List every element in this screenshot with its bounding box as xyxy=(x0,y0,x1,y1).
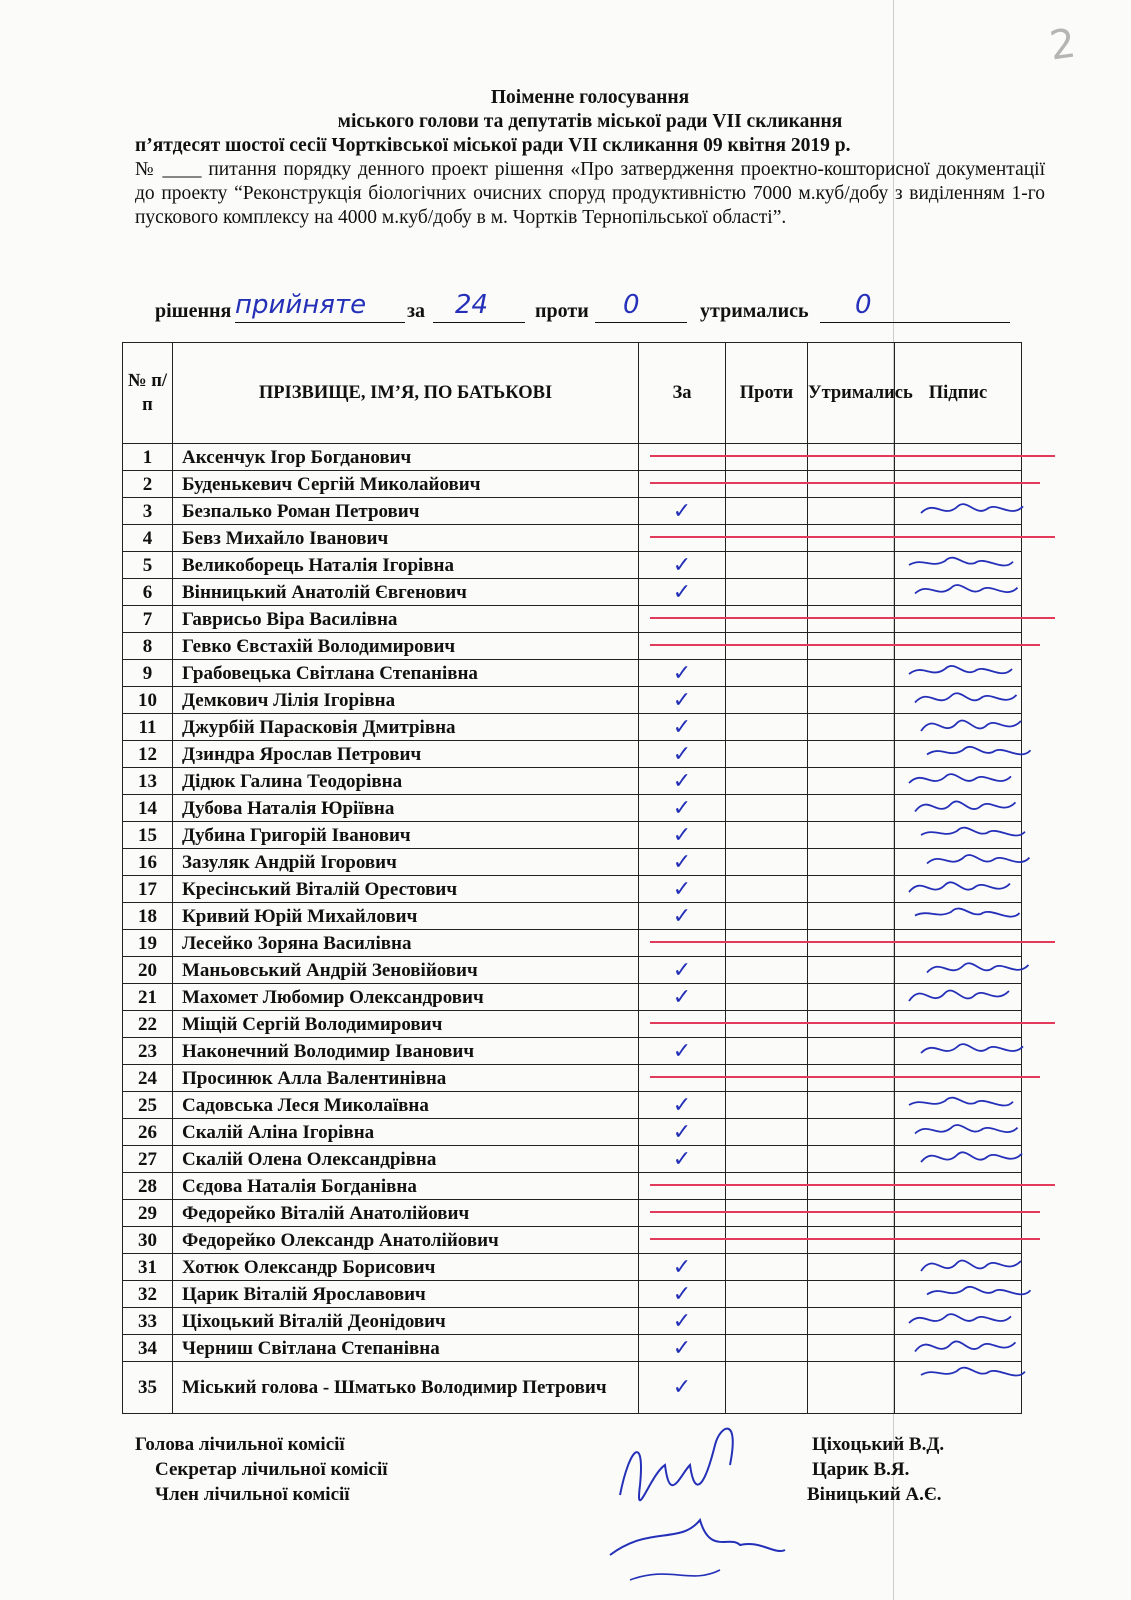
deputy-name: Царик Віталій Ярославович xyxy=(173,1281,639,1308)
against-value: 0 xyxy=(623,290,640,320)
row-number: 11 xyxy=(123,714,173,741)
row-number: 9 xyxy=(123,660,173,687)
strike-line xyxy=(650,1022,1055,1024)
table-row xyxy=(123,444,1022,471)
deputy-name: Аксенчук Ігор Богданович xyxy=(173,444,639,471)
table-row xyxy=(123,1335,1022,1362)
vote-abstained-cell xyxy=(808,444,895,471)
table-row xyxy=(123,1200,1022,1227)
checkmark-icon: ✓ xyxy=(672,957,692,983)
vote-against-cell xyxy=(726,984,808,1011)
table-row xyxy=(123,903,1022,930)
row-number: 17 xyxy=(123,876,173,903)
vote-for-cell xyxy=(639,1200,726,1227)
checkmark-icon: ✓ xyxy=(672,498,692,524)
row-number: 30 xyxy=(123,1227,173,1254)
row-number: 28 xyxy=(123,1173,173,1200)
decision-label: рішення xyxy=(155,300,232,322)
vote-for-cell xyxy=(639,1254,726,1281)
vote-against-cell xyxy=(726,822,808,849)
checkmark-icon: ✓ xyxy=(672,714,692,740)
vote-abstained-cell xyxy=(808,1119,895,1146)
checkmark-icon: ✓ xyxy=(672,1281,692,1307)
deputy-name: Скалій Аліна Ігорівна xyxy=(173,1119,639,1146)
vote-abstained-cell xyxy=(808,822,895,849)
vote-for-cell xyxy=(639,714,726,741)
row-number: 10 xyxy=(123,687,173,714)
deputy-name: Садовська Леся Миколаївна xyxy=(173,1092,639,1119)
deputy-name: Просинюк Алла Валентинівна xyxy=(173,1065,639,1092)
vote-for-cell xyxy=(639,1227,726,1254)
table-row xyxy=(123,606,1022,633)
vote-abstained-cell xyxy=(808,1227,895,1254)
decision-value: прийняте xyxy=(235,290,367,320)
checkmark-icon: ✓ xyxy=(672,903,692,929)
checkmark-icon: ✓ xyxy=(672,1335,692,1361)
table-row xyxy=(123,1146,1022,1173)
table-row xyxy=(123,1092,1022,1119)
deputy-name: Зазуляк Андрій Ігорович xyxy=(173,849,639,876)
member-row xyxy=(135,1482,1015,1507)
vote-against-cell xyxy=(726,579,808,606)
commission-signatures-icon xyxy=(590,1405,790,1595)
row-number: 25 xyxy=(123,1092,173,1119)
decision-summary xyxy=(155,290,1035,330)
deputy-name: Сєдова Наталія Богданівна xyxy=(173,1173,639,1200)
vote-against-cell xyxy=(726,1065,808,1092)
vote-abstained-cell xyxy=(808,876,895,903)
vote-for-cell xyxy=(639,660,726,687)
deputy-name: Великоборець Наталія Ігорівна xyxy=(173,552,639,579)
vote-for-cell xyxy=(639,768,726,795)
strike-line xyxy=(650,644,1040,646)
row-number: 24 xyxy=(123,1065,173,1092)
vote-abstained-cell xyxy=(808,1254,895,1281)
vote-for-cell xyxy=(639,552,726,579)
vote-table-header xyxy=(123,343,1022,444)
col-number: № п/п xyxy=(123,343,173,444)
row-number: 32 xyxy=(123,1281,173,1308)
checkmark-icon: ✓ xyxy=(672,552,692,578)
checkmark-icon: ✓ xyxy=(672,876,692,902)
table-row xyxy=(123,930,1022,957)
vote-abstained-cell xyxy=(808,984,895,1011)
vote-against-cell xyxy=(726,1173,808,1200)
vote-abstained-cell xyxy=(808,957,895,984)
checkmark-icon: ✓ xyxy=(672,1038,692,1064)
row-number: 35 xyxy=(123,1362,173,1414)
vote-abstained-cell xyxy=(808,1011,895,1038)
table-row xyxy=(123,795,1022,822)
vote-abstained-cell xyxy=(808,1200,895,1227)
table-row xyxy=(123,1254,1022,1281)
checkmark-icon: ✓ xyxy=(672,1119,692,1145)
vote-against-cell xyxy=(726,444,808,471)
deputy-name: Федорейко Віталій Анатолійович xyxy=(173,1200,639,1227)
vote-abstained-cell xyxy=(808,1308,895,1335)
against-underline xyxy=(595,322,687,323)
document-title: Поіменне голосування xyxy=(490,87,690,108)
table-row xyxy=(123,1011,1022,1038)
vote-for-cell xyxy=(639,579,726,606)
checkmark-icon: ✓ xyxy=(672,795,692,821)
row-number: 19 xyxy=(123,930,173,957)
vote-against-cell xyxy=(726,471,808,498)
checkmark-icon: ✓ xyxy=(672,768,692,794)
row-number: 14 xyxy=(123,795,173,822)
vote-for-cell xyxy=(639,498,726,525)
deputy-name: Джурбій Парасковія Дмитрівна xyxy=(173,714,639,741)
signature-icon xyxy=(905,979,1025,1013)
table-row xyxy=(123,957,1022,984)
table-row xyxy=(123,822,1022,849)
vote-for-cell xyxy=(639,606,726,633)
deputy-name: Буденькевич Сергій Миколайович xyxy=(173,471,639,498)
strike-line xyxy=(650,455,1055,457)
strike-line xyxy=(650,1076,1040,1078)
vote-against-cell xyxy=(726,1200,808,1227)
document-header xyxy=(135,86,1045,230)
checkmark-icon: ✓ xyxy=(672,1146,692,1172)
vote-abstained-cell xyxy=(808,1092,895,1119)
counting-commission xyxy=(135,1432,1015,1507)
vote-abstained-cell xyxy=(808,714,895,741)
vote-for-cell xyxy=(639,1038,726,1065)
col-name: ПРІЗВИЩЕ, ІМ’Я, ПО БАТЬКОВІ xyxy=(173,343,639,444)
vote-against-cell xyxy=(726,957,808,984)
vote-abstained-cell xyxy=(808,1173,895,1200)
vote-abstained-cell xyxy=(808,741,895,768)
strike-line xyxy=(650,536,1055,538)
table-row xyxy=(123,1038,1022,1065)
table-row xyxy=(123,1281,1022,1308)
signature-icon xyxy=(911,898,1031,932)
row-number: 22 xyxy=(123,1011,173,1038)
checkmark-icon: ✓ xyxy=(672,579,692,605)
strike-line xyxy=(650,1211,1040,1213)
vote-against-cell xyxy=(726,1011,808,1038)
row-number: 8 xyxy=(123,633,173,660)
vote-abstained-cell xyxy=(808,1335,895,1362)
vote-against-cell xyxy=(726,552,808,579)
vote-for-cell xyxy=(639,1308,726,1335)
deputy-name: Демкович Лілія Ігорівна xyxy=(173,687,639,714)
col-abstained: Утримались xyxy=(808,343,895,444)
vote-against-cell xyxy=(726,795,808,822)
row-number: 1 xyxy=(123,444,173,471)
row-number: 31 xyxy=(123,1254,173,1281)
checkmark-icon: ✓ xyxy=(672,984,692,1010)
vote-against-cell xyxy=(726,687,808,714)
vote-for-cell xyxy=(639,795,726,822)
deputy-name: Наконечний Володимир Іванович xyxy=(173,1038,639,1065)
table-row xyxy=(123,687,1022,714)
vote-against-cell xyxy=(726,903,808,930)
row-number: 21 xyxy=(123,984,173,1011)
row-number: 26 xyxy=(123,1119,173,1146)
vote-abstained-cell xyxy=(808,1146,895,1173)
vote-abstained-cell xyxy=(808,471,895,498)
deputy-name: Маньовський Андрій Зеновійович xyxy=(173,957,639,984)
row-number: 33 xyxy=(123,1308,173,1335)
vote-for-cell xyxy=(639,444,726,471)
table-row xyxy=(123,714,1022,741)
vote-for-cell xyxy=(639,822,726,849)
deputy-name: Міщій Сергій Володимирович xyxy=(173,1011,639,1038)
vote-against-cell xyxy=(726,1335,808,1362)
deputy-name: Гаврисьо Віра Василівна xyxy=(173,606,639,633)
checkmark-icon: ✓ xyxy=(672,1092,692,1118)
vote-for-cell xyxy=(639,984,726,1011)
vote-for-cell xyxy=(639,849,726,876)
chair-name: Ціхоцький В.Д. xyxy=(812,1434,945,1455)
table-row xyxy=(123,1227,1022,1254)
table-row xyxy=(123,579,1022,606)
row-number: 27 xyxy=(123,1146,173,1173)
table-row xyxy=(123,660,1022,687)
strike-line xyxy=(650,482,1040,484)
checkmark-icon: ✓ xyxy=(672,822,692,848)
signature-icon xyxy=(911,574,1031,608)
chair-label: Голова лічильної комісії xyxy=(135,1434,345,1455)
strike-line xyxy=(650,1184,1055,1186)
vote-against-cell xyxy=(726,525,808,552)
vote-for-cell xyxy=(639,903,726,930)
deputy-name: Безпалько Роман Петрович xyxy=(173,498,639,525)
vote-table xyxy=(122,342,1022,1414)
table-row xyxy=(123,876,1022,903)
vote-against-cell xyxy=(726,1308,808,1335)
vote-for-cell xyxy=(639,1173,726,1200)
row-number: 29 xyxy=(123,1200,173,1227)
row-number: 5 xyxy=(123,552,173,579)
vote-against-cell xyxy=(726,768,808,795)
vote-abstained-cell xyxy=(808,552,895,579)
member-name: Віницький А.Є. xyxy=(807,1484,942,1505)
table-row xyxy=(123,849,1022,876)
table-row xyxy=(123,1065,1022,1092)
secretary-name: Царик В.Я. xyxy=(812,1459,910,1480)
deputy-name: Дубина Григорій Іванович xyxy=(173,822,639,849)
deputy-name: Бевз Михайло Іванович xyxy=(173,525,639,552)
row-number: 15 xyxy=(123,822,173,849)
deputy-name: Дідюк Галина Теодорівна xyxy=(173,768,639,795)
checkmark-icon: ✓ xyxy=(672,1254,692,1280)
deputy-name: Гевко Євстахій Володимирович xyxy=(173,633,639,660)
vote-for-cell xyxy=(639,1335,726,1362)
vote-against-cell xyxy=(726,1146,808,1173)
secretary-label: Секретар лічильної комісії xyxy=(155,1459,388,1480)
vote-abstained-cell xyxy=(808,930,895,957)
row-number: 3 xyxy=(123,498,173,525)
table-row xyxy=(123,1362,1022,1414)
deputy-name: Вінницький Анатолій Євгенович xyxy=(173,579,639,606)
for-value: 24 xyxy=(455,290,489,320)
vote-against-cell xyxy=(726,1038,808,1065)
signature-icon xyxy=(917,493,1037,527)
vote-against-cell xyxy=(726,876,808,903)
row-number: 6 xyxy=(123,579,173,606)
vote-for-cell xyxy=(639,741,726,768)
vote-for-cell xyxy=(639,930,726,957)
vote-against-cell xyxy=(726,633,808,660)
deputy-name: Лесейко Зоряна Василівна xyxy=(173,930,639,957)
checkmark-icon: ✓ xyxy=(672,741,692,767)
vote-for-cell xyxy=(639,1011,726,1038)
col-for: За xyxy=(639,343,726,444)
document-subtitle: міського голови та депутатів міської ради VII скликання xyxy=(337,111,843,132)
deputy-name: Махомет Любомир Олександрович xyxy=(173,984,639,1011)
signature-icon xyxy=(917,1357,1037,1391)
agenda-line: № ____ питання порядку денного проект рішення «Про затвердження проектно-кошторисної документації до проекту “Реконструкція біологічних очисних споруд продуктивністю 7000 м.куб/добу з виділенням 1-го пускового комплексу на 4000 м.куб/добу в м. Чортків Тернопільської області”. xyxy=(135,159,1045,228)
row-number: 12 xyxy=(123,741,173,768)
vote-for-cell xyxy=(639,1092,726,1119)
table-row xyxy=(123,633,1022,660)
strike-line xyxy=(650,941,1055,943)
deputy-name: Дзиндра Ярослав Петрович xyxy=(173,741,639,768)
row-number: 18 xyxy=(123,903,173,930)
secretary-row xyxy=(135,1457,1015,1482)
strike-line xyxy=(650,1238,1040,1240)
signature-cell xyxy=(895,606,1022,633)
deputy-name: Хотюк Олександр Борисович xyxy=(173,1254,639,1281)
vote-against-cell xyxy=(726,606,808,633)
vote-abstained-cell xyxy=(808,849,895,876)
abstained-underline xyxy=(820,322,1010,323)
table-row xyxy=(123,498,1022,525)
vote-abstained-cell xyxy=(808,795,895,822)
for-underline xyxy=(433,322,525,323)
vote-against-cell xyxy=(726,498,808,525)
checkmark-icon: ✓ xyxy=(672,1308,692,1334)
vote-abstained-cell xyxy=(808,606,895,633)
signature-cell xyxy=(895,1173,1022,1200)
vote-for-cell xyxy=(639,957,726,984)
signature-cell xyxy=(895,1200,1022,1227)
row-number: 7 xyxy=(123,606,173,633)
vote-for-cell xyxy=(639,1119,726,1146)
vote-for-cell xyxy=(639,876,726,903)
checkmark-icon: ✓ xyxy=(672,1374,692,1400)
row-number: 4 xyxy=(123,525,173,552)
against-label: проти xyxy=(535,300,589,322)
vote-abstained-cell xyxy=(808,633,895,660)
vote-for-cell xyxy=(639,1281,726,1308)
vote-against-cell xyxy=(726,1092,808,1119)
table-row xyxy=(123,1119,1022,1146)
vote-against-cell xyxy=(726,741,808,768)
vote-for-cell xyxy=(639,633,726,660)
row-number: 2 xyxy=(123,471,173,498)
deputy-name: Кривий Юрій Михайлович xyxy=(173,903,639,930)
vote-against-cell xyxy=(726,1281,808,1308)
vote-for-cell xyxy=(639,687,726,714)
table-row xyxy=(123,525,1022,552)
vote-abstained-cell xyxy=(808,579,895,606)
deputy-name: Ціхоцький Віталій Деонідович xyxy=(173,1308,639,1335)
row-number: 13 xyxy=(123,768,173,795)
vote-abstained-cell xyxy=(808,1038,895,1065)
vote-abstained-cell xyxy=(808,1362,895,1414)
checkmark-icon: ✓ xyxy=(672,849,692,875)
vote-against-cell xyxy=(726,1227,808,1254)
deputy-name: Дубова Наталія Юріївна xyxy=(173,795,639,822)
row-number: 34 xyxy=(123,1335,173,1362)
row-number: 23 xyxy=(123,1038,173,1065)
row-number: 16 xyxy=(123,849,173,876)
vote-for-cell xyxy=(639,471,726,498)
session-line: п’ятдесят шостої сесії Чортківської міської ради VII скликання 09 квітня 2019 р. xyxy=(135,135,851,156)
vote-abstained-cell xyxy=(808,687,895,714)
col-against: Проти xyxy=(726,343,808,444)
abstained-value: 0 xyxy=(855,290,872,320)
checkmark-icon: ✓ xyxy=(672,687,692,713)
vote-abstained-cell xyxy=(808,498,895,525)
table-row xyxy=(123,471,1022,498)
vote-for-cell xyxy=(639,525,726,552)
vote-against-cell xyxy=(726,930,808,957)
vote-abstained-cell xyxy=(808,525,895,552)
deputy-name: Міський голова - Шматько Володимир Петрович xyxy=(173,1362,639,1414)
row-number: 20 xyxy=(123,957,173,984)
decision-underline xyxy=(235,322,405,323)
deputy-name: Скалій Олена Олександрівна xyxy=(173,1146,639,1173)
vote-abstained-cell xyxy=(808,1065,895,1092)
chair-row xyxy=(135,1432,1015,1457)
vote-against-cell xyxy=(726,714,808,741)
signature-icon xyxy=(917,1033,1037,1067)
deputy-name: Черниш Світлана Степанівна xyxy=(173,1335,639,1362)
signature-icon xyxy=(917,1141,1037,1175)
vote-against-cell xyxy=(726,660,808,687)
strike-line xyxy=(650,617,1055,619)
vote-table-body xyxy=(123,444,1022,1414)
col-signature: Підпис xyxy=(895,343,1022,444)
vote-for-cell xyxy=(639,1146,726,1173)
abstained-label: утримались xyxy=(700,300,809,322)
vote-against-cell xyxy=(726,849,808,876)
page-number: 2 xyxy=(1046,20,1079,70)
table-row xyxy=(123,768,1022,795)
vote-abstained-cell xyxy=(808,660,895,687)
for-label: за xyxy=(407,300,426,322)
deputy-name: Кресінський Віталій Орестович xyxy=(173,876,639,903)
vote-abstained-cell xyxy=(808,1281,895,1308)
table-row xyxy=(123,984,1022,1011)
vote-against-cell xyxy=(726,1119,808,1146)
table-row xyxy=(123,1308,1022,1335)
signature-cell xyxy=(895,444,1022,471)
table-row xyxy=(123,741,1022,768)
vote-abstained-cell xyxy=(808,768,895,795)
table-row xyxy=(123,552,1022,579)
table-row xyxy=(123,1173,1022,1200)
deputy-name: Грабовецька Світлана Степанівна xyxy=(173,660,639,687)
checkmark-icon: ✓ xyxy=(672,660,692,686)
member-label: Член лічильної комісії xyxy=(155,1484,350,1505)
vote-against-cell xyxy=(726,1254,808,1281)
vote-for-cell xyxy=(639,1065,726,1092)
vote-abstained-cell xyxy=(808,903,895,930)
deputy-name: Федорейко Олександр Анатолійович xyxy=(173,1227,639,1254)
